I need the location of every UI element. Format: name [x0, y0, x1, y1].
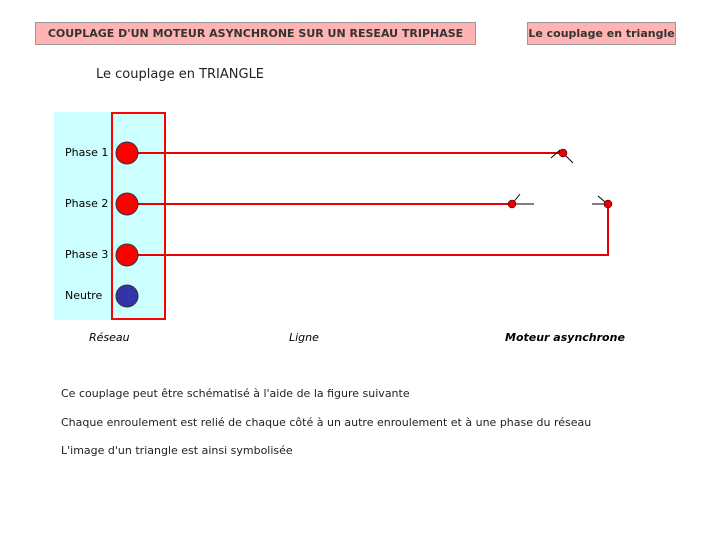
phase-2-label: Phase 2	[65, 197, 109, 210]
explanation-line-3: L'image d'un triangle est ainsi symbolisée	[61, 444, 293, 457]
phase-1-label: Phase 1	[65, 146, 109, 159]
moteur-caption: Moteur asynchrone	[505, 331, 625, 344]
reseau-caption: Réseau	[89, 331, 130, 344]
phase-2-terminal	[116, 193, 138, 215]
motor-terminal-2	[508, 200, 516, 208]
neutral-label: Neutre	[65, 289, 103, 302]
neutral-terminal	[116, 285, 138, 307]
ligne-caption: Ligne	[289, 331, 319, 344]
switch-3-blade	[598, 196, 605, 202]
motor-terminal-1	[559, 149, 567, 157]
phase-3-terminal	[116, 244, 138, 266]
explanation-line-1: Ce couplage peut être schématisé à l'aide de la figure suivante	[61, 387, 410, 400]
section-title: Le couplage en triangle	[528, 27, 675, 40]
phase-3-line	[128, 204, 608, 255]
main-title: COUPLAGE D'UN MOTEUR ASYNCHRONE SUR UN RESEAU TRIPHASE	[47, 27, 464, 40]
explanation-line-2: Chaque enroulement est relié de chaque côté à un autre enroulement et à une phase du réseau	[61, 416, 592, 429]
diagram-subtitle: Le couplage en TRIANGLE	[96, 67, 265, 82]
motor-terminal-3	[604, 200, 612, 208]
phase-1-terminal	[116, 142, 138, 164]
phase-3-label: Phase 3	[65, 248, 109, 261]
